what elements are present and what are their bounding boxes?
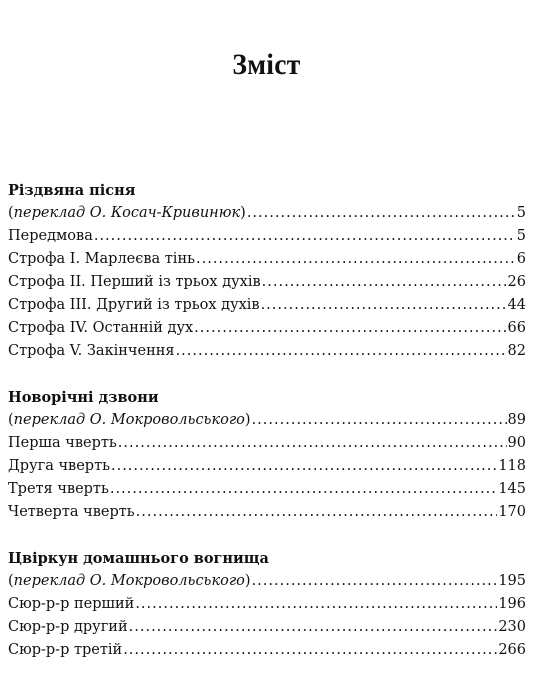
dot-leader <box>196 248 516 271</box>
page-number: 145 <box>498 481 526 497</box>
entry-label: Строфа V. Закінчення <box>8 343 175 359</box>
entry-label: Сюр-р-р перший <box>8 596 135 612</box>
dot-leader <box>252 409 507 432</box>
toc-entry[interactable] <box>8 248 526 271</box>
page-number: 90 <box>507 435 526 451</box>
dot-leader <box>194 317 506 340</box>
translator-credit: переклад О. Мокровольського <box>13 573 245 589</box>
dot-leader <box>136 501 498 524</box>
toc-entry[interactable] <box>8 317 526 340</box>
translator-credit: переклад О. Мокровольського <box>13 412 245 428</box>
toc-entry[interactable] <box>8 570 526 593</box>
page-number: 66 <box>507 320 526 336</box>
section-heading: Цвіркун домашнього вогнища <box>8 550 269 567</box>
page-number: 26 <box>507 274 526 290</box>
toc-entry[interactable] <box>8 409 526 432</box>
entry-label: Перша чверть <box>8 435 117 451</box>
toc-entry[interactable] <box>8 616 526 639</box>
toc-entry[interactable] <box>8 340 526 363</box>
entry-label: (переклад О. Мокровольського) <box>8 412 251 428</box>
dot-leader <box>123 639 497 662</box>
toc-section-cricket-on-the-hearth <box>8 547 526 662</box>
entry-label: Строфа І. Марлеєва тінь <box>8 251 195 267</box>
toc-entry[interactable] <box>8 639 526 662</box>
page-number: 5 <box>516 205 526 221</box>
toc-entry[interactable] <box>8 271 526 294</box>
entry-label: (переклад О. Мокровольського) <box>8 573 251 589</box>
toc-section-christmas-carol <box>8 179 526 363</box>
page-number: 44 <box>507 297 526 313</box>
entry-label: Строфа ІІ. Перший із трьох духів <box>8 274 261 290</box>
entry-label: (переклад О. Косач-Кривинюк) <box>8 205 246 221</box>
entry-label: Строфа ІІІ. Другий із трьох духів <box>8 297 260 313</box>
toc-entry[interactable] <box>8 501 526 524</box>
section-heading: Різдвяна пісня <box>8 182 136 199</box>
toc-section-new-year-bells <box>8 386 526 524</box>
dot-leader <box>252 570 498 593</box>
dot-leader <box>118 432 507 455</box>
dot-leader <box>262 271 507 294</box>
entry-label: Сюр-р-р другий <box>8 619 128 635</box>
page-number: 230 <box>498 619 526 635</box>
page-number: 5 <box>516 228 526 244</box>
toc-entry[interactable] <box>8 202 526 225</box>
page-number: 89 <box>507 412 526 428</box>
toc-entry[interactable] <box>8 432 526 455</box>
dot-leader <box>261 294 507 317</box>
entry-label: Сюр-р-р третій <box>8 642 123 658</box>
entry-label: Строфа IV. Останній дух <box>8 320 194 336</box>
toc-entry[interactable] <box>8 225 526 248</box>
dot-leader <box>176 340 507 363</box>
page-number: 6 <box>516 251 526 267</box>
toc-entry[interactable] <box>8 294 526 317</box>
page-title: Зміст <box>232 48 301 81</box>
dot-leader <box>129 616 498 639</box>
toc-entry[interactable] <box>8 455 526 478</box>
toc-entry[interactable] <box>8 593 526 616</box>
section-heading: Новорічні дзвони <box>8 389 159 406</box>
page-number: 196 <box>498 596 526 612</box>
page-number: 82 <box>507 343 526 359</box>
dot-leader <box>247 202 516 225</box>
dot-leader <box>110 478 497 501</box>
dot-leader <box>94 225 516 248</box>
translator-credit: переклад О. Косач-Кривинюк <box>13 205 241 221</box>
toc-entry[interactable] <box>8 478 526 501</box>
entry-label: Четверта чверть <box>8 504 135 520</box>
dot-leader <box>135 593 497 616</box>
page-number: 195 <box>498 573 526 589</box>
entry-label: Передмова <box>8 228 93 244</box>
page-number: 266 <box>498 642 526 658</box>
dot-leader <box>111 455 497 478</box>
page-number: 170 <box>498 504 526 520</box>
entry-label: Третя чверть <box>8 481 109 497</box>
table-of-contents <box>8 179 526 685</box>
entry-label: Друга чверть <box>8 458 110 474</box>
page-number: 118 <box>498 458 526 474</box>
